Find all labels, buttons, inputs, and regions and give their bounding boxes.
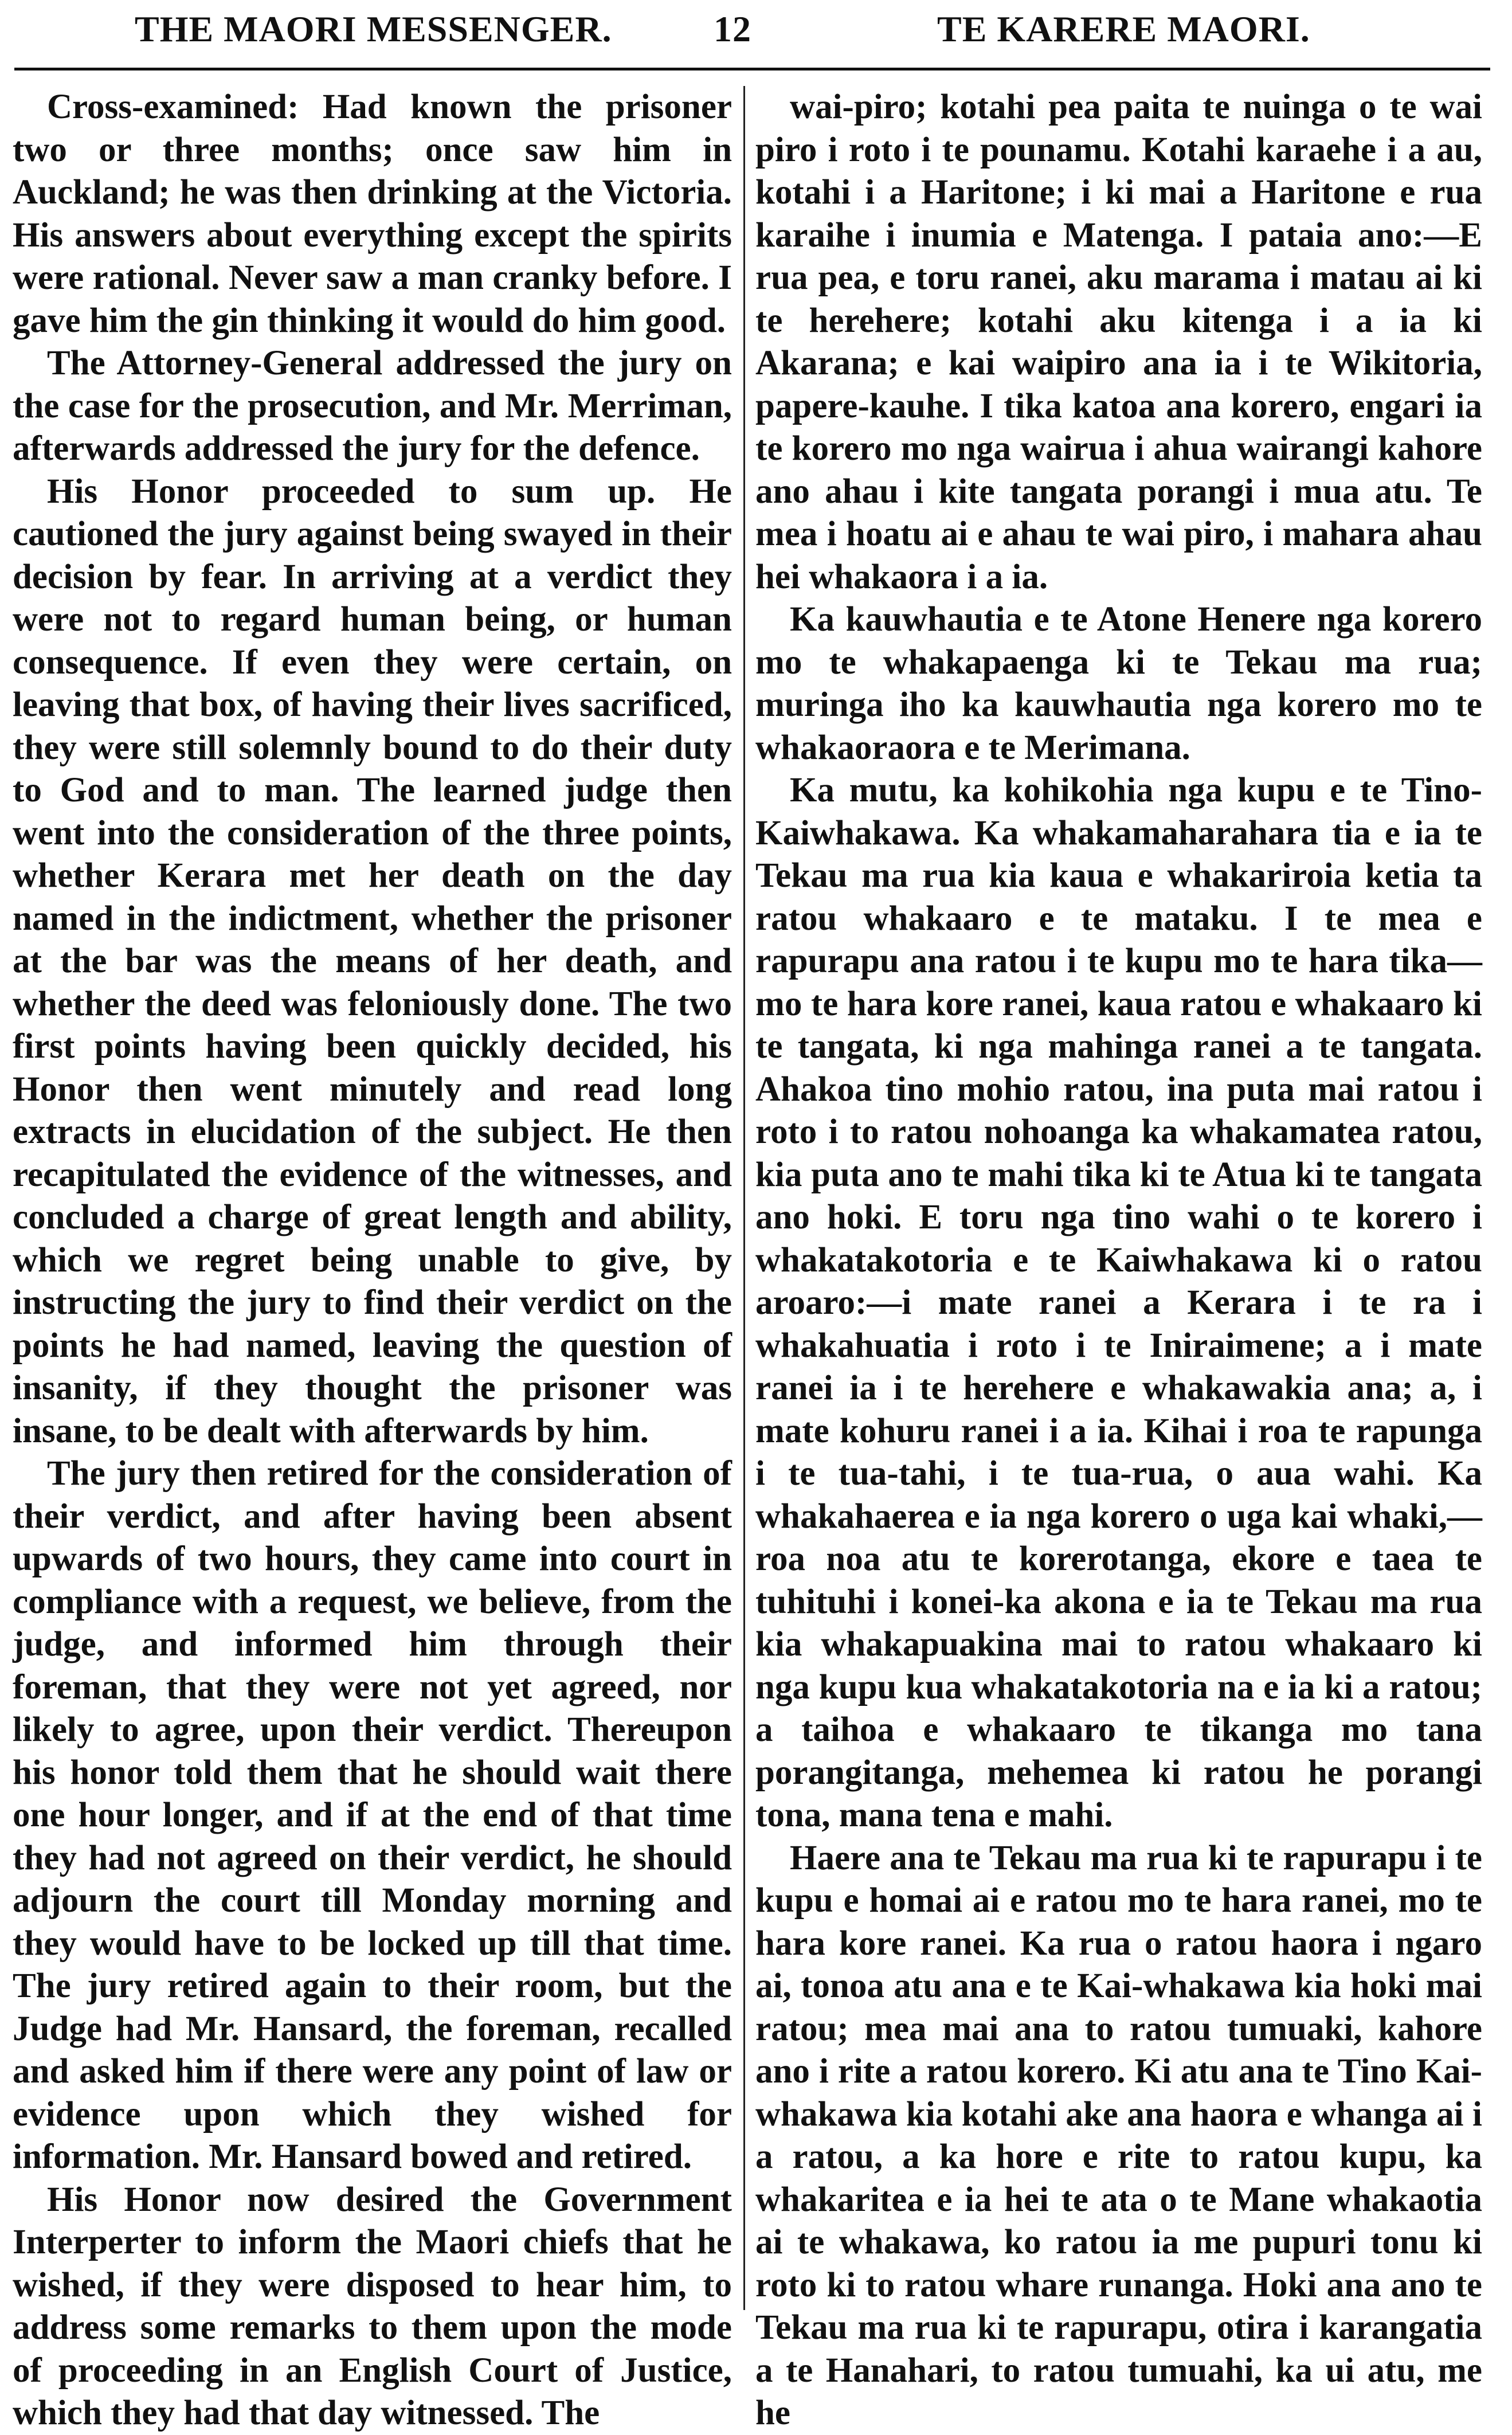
english-paragraph: Cross-examined: Had known the prisoner two or three months; once saw him in Auckland; he was then drinking at the Victoria. His answers about everything except the spirits were rational. Never saw a man cranky before. I gave him the gin thinking it would do him good. <box>13 88 732 340</box>
english-paragraph: The Attorney-General addressed the jury on the case for the prosecution, and Mr. Merriman, afterwards addressed the jury for the defence. <box>13 344 732 468</box>
page-number: 12 <box>714 9 751 49</box>
english-paragraph: The jury then retired for the consideration of their verdict, and after having been absent upwards of two hours, they came into court in compliance with a request, we believe, from the judge, and informed him through their foreman, that they were not yet agreed, nor likely to agree, upon their verdict. Thereupon his honor told them that he should wait there one hour longer, and if at the end of that time they had not agreed on their verdict, he should adjourn the court till Monday morning and they would have to be locked up till that time. The jury retired again to their room, but the Judge had Mr. Hansard, the foreman, recalled and asked him if there were any point of law or evidence upon which they wished for information. Mr. Hansard bowed and retired. <box>13 1454 732 2176</box>
maori-masthead: TE KARERE MAORI. <box>937 9 1310 49</box>
column-divider <box>743 86 745 2310</box>
maori-column <box>755 86 1482 2432</box>
maori-paragraph: wai-piro; kotahi pea paita te nuinga o te wai piro i roto i te pounamu. Kotahi karaehe i a au, kotahi i a Haritone; i ki mai a Haritone e rua karaihe i inumia e Matenga. I pataia ano:—E rua pea, e toru ranei, aku marama i matau ai ki te herehere; kotahi aku kitenga i a ia ki Akarana; e kai waipiro ana ia i te Wikitoria, papere-kauhe. I tika katoa ana korero, engari ia te korero mo nga wairua i ahua wairangi kahore ano ahau i kite tangata porangi i mua atu. Te mea i hoatu ai e ahau te wai piro, i mahara ahau hei whakaora i a ia. <box>755 88 1482 596</box>
english-paragraph: His Honor proceeded to sum up. He cautioned the jury against being swayed in their decision by fear. In arriving at a verdict they were not to regard human being, or human consequence. If even they were certain, on leaving that box, of having their lives sacrificed, they were still solemnly bound to do their duty to God and to man. The learned judge then went into the consideration of the three points, whether Kerara met her death on the day named in the indictment, whether the prisoner at the bar was the means of her death, and whether the deed was feloniously done. The two first points having been quickly decided, his Honor then went minutely and read long extracts in elucidation of the subject. He then recapitulated the evidence of the witnesses, and concluded a charge of great length and ability, which we regret being unable to give, by instructing the jury to find their verdict on the points he had named, leaving the question of insanity, if they thought the prisoner was insane, to be dealt with afterwards by him. <box>13 472 732 1450</box>
header-rule <box>14 68 1490 71</box>
maori-paragraph: Haere ana te Tekau ma rua ki te rapurapu i te kupu e homai ai e ratou mo te hara ranei, mo te hara kore ranei. Ka rua o ratou haora i ngaro ai, tonoa atu ana e te Kai-whakawa kia hoki mai ratou; mea mai ana to ratou tumuaki, kahore ano i rite a ratou korero. Ki atu ana te Tino Kai-whakawa kia kotahi ake ana haora e whanga ai i a ratou, a ka hore e rite to ratou kupu, ka whakaritea e ia hei te ata o te Mane whakaotia ai te whakawa, ko ratou ia me pupuri tonu ki roto ki to ratou whare runanga. Hoki ana ano te Tekau ma rua ki te rapurapu, otira i karangatia a te Hanahari, to ratou tumuahi, ka ui atu, me he <box>755 1838 1482 2432</box>
english-paragraph: His Honor now desired the Government Interperter to inform the Maori chiefs that he wished, if they were disposed to hear him, to address some remarks to them upon the mode of proceeding in an English Court of Justice, which they had that day witnessed. The <box>13 2180 732 2432</box>
english-masthead: THE MAORI MESSENGER. <box>135 9 612 49</box>
page-header <box>0 0 1512 63</box>
english-column <box>13 86 732 2432</box>
maori-paragraph: Ka mutu, ka kohikohia nga kupu e te Tino-Kaiwhakawa. Ka whakamaharahara tia e ia te Tekau ma rua kia kaua e whakariroia ketia ta ratou whakaaro e te mataku. I te mea e rapurapu ana ratou i te kupu mo te hara tika—mo te hara kore ranei, kaua ratou e whakaaro ki te tangata, ki nga mahinga ranei a te tangata. Ahakoa tino mohio ratou, ina puta mai ratou i roto i to ratou nohoanga ka whakamatea ratou, kia puta ano te mahi tika ki te Atua ki te tangata ano hoki. E toru nga tino wahi o te korero i whakatakotoria e te Kaiwhakawa ki o ratou aroaro:—i mate ranei a Kerara i te ra i whakahuatia i roto i te Iniraimene; a i mate ranei ia i te herehere e whakawakia ana; a, i mate kohuru ranei i a ia. Kihai i roa te rapunga i te tua-tahi, i te tua-rua, o aua wahi. Ka whakahaerea e ia nga korero o uga kai whaki,—roa noa atu te korerotanga, ekore e taea te tuhituhi i konei-ka akona e ia te Tekau ma rua kia whakapuakina mai to ratou whakaaro ki nga kupu kua whakatakotoria na e ia ki a ratou; a taihoa e whakaaro te tikanga mo tana porangitanga, mehemea ki ratou he porangi tona, mana tena e mahi. <box>755 771 1482 1834</box>
maori-paragraph: Ka kauwhautia e te Atone Henere nga korero mo te whakapaenga ki te Tekau ma rua; muringa iho ka kauwhautia nga korero mo te whakaoraora e te Merimana. <box>755 600 1482 767</box>
